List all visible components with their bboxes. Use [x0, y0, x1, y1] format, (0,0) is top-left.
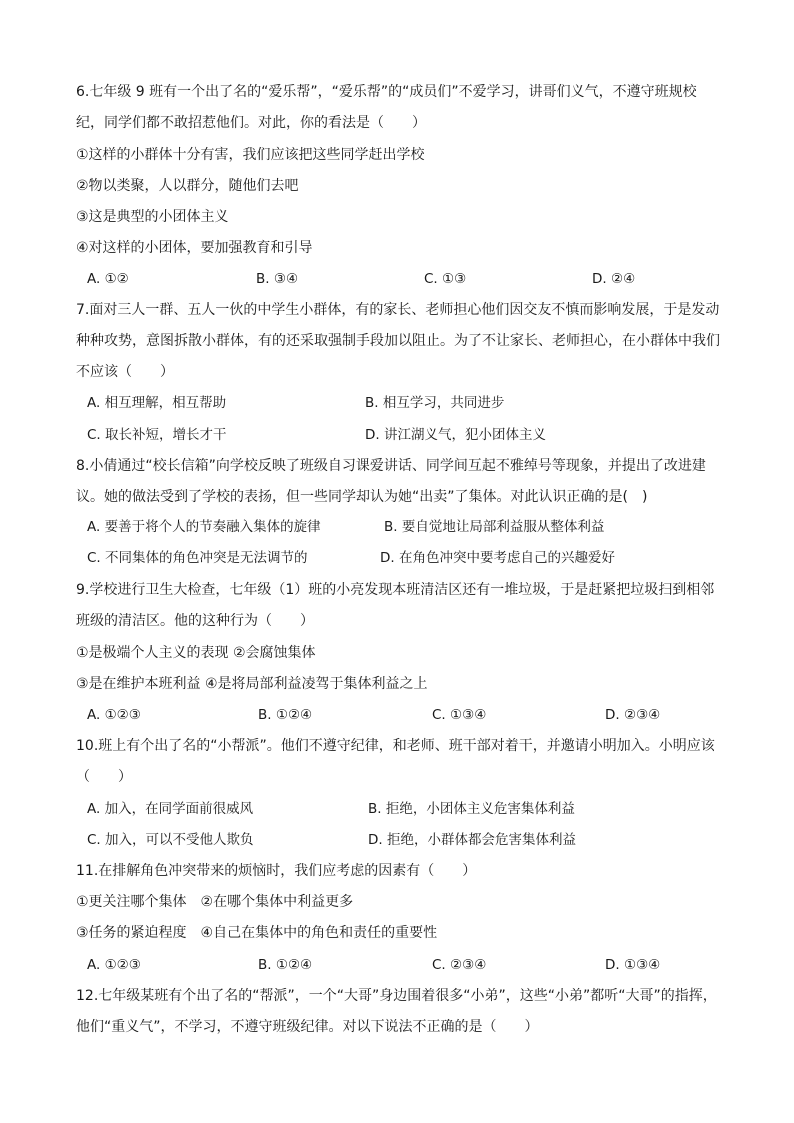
- question-8-option-b[interactable]: B. 要自觉地让局部利益服从整体利益: [384, 519, 605, 535]
- question-11-items-line-1: ①更关注哪个集体 ②在哪个集体中利益更多: [76, 894, 354, 910]
- question-7-option-b[interactable]: B. 相互学习，共同进步: [365, 395, 505, 411]
- question-11-option-c[interactable]: C. ②③④: [432, 957, 487, 973]
- question-8-option-d[interactable]: D. 在角色冲突中要考虑自己的兴趣爱好: [380, 550, 615, 566]
- question-11-items-line-2: ③任务的紧迫程度 ④自己在集体中的角色和责任的重要性: [76, 925, 438, 941]
- question-6-stem: 6.七年级 9 班有一个出了名的“爱乐帮”，“爱乐帮”的“成员们”不爱学习，讲哥们义气，不遵守班规校纪，同学们都不敢招惹他们。对此，你的看法是（ ）: [76, 84, 697, 131]
- question-8-option-c[interactable]: C. 不同集体的角色冲突是无法调节的: [87, 550, 308, 566]
- question-9-stem: 9.学校进行卫生大检查，七年级（1）班的小亮发现本班清洁区还有一堆垃圾，于是赶紧把垃圾扫到相邻班级的清洁区。他的这种行为（ ）: [76, 582, 715, 629]
- question-6-item-4: ④对这样的小团体，要加强教育和引导: [76, 240, 313, 256]
- question-9-items-line-2: ③是在维护本班利益 ④是将局部利益凌驾于集体利益之上: [76, 676, 428, 692]
- question-6-option-d[interactable]: D. ②④: [592, 271, 636, 287]
- question-7-stem: 7.面对三人一群、五人一伙的中学生小群体，有的家长、老师担心他们因交友不慎而影响发展，于是发动种种攻势，意图拆散小群体，有的还采取强制手段加以阻止。为了不让家长、老师担心，在小群体中我们不应该（ ）: [76, 302, 720, 380]
- question-9-option-c[interactable]: C. ①③④: [432, 707, 487, 723]
- question-7-option-c[interactable]: C. 取长补短，增长才干: [87, 427, 227, 443]
- question-9-items-line-1: ①是极端个人主义的表现 ②会腐蚀集体: [76, 645, 316, 661]
- question-10-option-b[interactable]: B. 拒绝，小团体主义危害集体利益: [368, 801, 575, 817]
- question-11-option-d[interactable]: D. ①③④: [605, 957, 661, 973]
- question-10-option-d[interactable]: D. 拒绝，小群体都会危害集体利益: [368, 832, 576, 848]
- question-12-stem: 12.七年级某班有个出了名的“帮派”，一个“大哥”身边围着很多“小弟”，这些“小弟”都听“大哥”的指挥，他们“重义气”，不学习，不遵守班级纪律。对以下说法不正确的是（ ）: [76, 988, 717, 1035]
- question-6-option-a[interactable]: A. ①②: [87, 271, 129, 287]
- question-10-option-c[interactable]: C. 加入，可以不受他人欺负: [87, 832, 254, 848]
- question-10-option-a[interactable]: A. 加入，在同学面前很威风: [87, 801, 254, 817]
- question-9-option-a[interactable]: A. ①②③: [87, 707, 141, 723]
- question-7-option-d[interactable]: D. 讲江湖义气，犯小团体主义: [365, 427, 546, 443]
- question-6-option-c[interactable]: C. ①③: [424, 271, 467, 287]
- question-6-item-1: ①这样的小群体十分有害，我们应该把这些同学赶出学校: [76, 147, 425, 163]
- question-8-stem: 8.小倩通过“校长信箱”向学校反映了班级自习课爱讲话、同学间互起不雅绰号等现象，并提出了改进建议。她的做法受到了学校的表扬，但一些同学却认为她“出卖”了集体。对此认识正确的是( ): [76, 458, 706, 505]
- question-11-stem: 11.在排解角色冲突带来的烦恼时，我们应考虑的因素有（ ）: [76, 863, 477, 879]
- question-10-stem: 10.班上有个出了名的“小帮派”。他们不遵守纪律，和老师、班干部对着干，并邀请小明加入。小明应该（ ）: [76, 738, 715, 785]
- question-9-option-d[interactable]: D. ②③④: [605, 707, 661, 723]
- question-11-option-b[interactable]: B. ①②④: [258, 957, 313, 973]
- question-6-option-b[interactable]: B. ③④: [256, 271, 299, 287]
- question-8-option-a[interactable]: A. 要善于将个人的节奏融入集体的旋律: [87, 519, 321, 535]
- question-9-option-b[interactable]: B. ①②④: [258, 707, 313, 723]
- question-6-item-3: ③这是典型的小团体主义: [76, 209, 229, 225]
- question-7-option-a[interactable]: A. 相互理解，相互帮助: [87, 395, 227, 411]
- question-6-item-2: ②物以类聚，人以群分，随他们去吧: [76, 178, 299, 194]
- question-11-option-a[interactable]: A. ①②③: [87, 957, 141, 973]
